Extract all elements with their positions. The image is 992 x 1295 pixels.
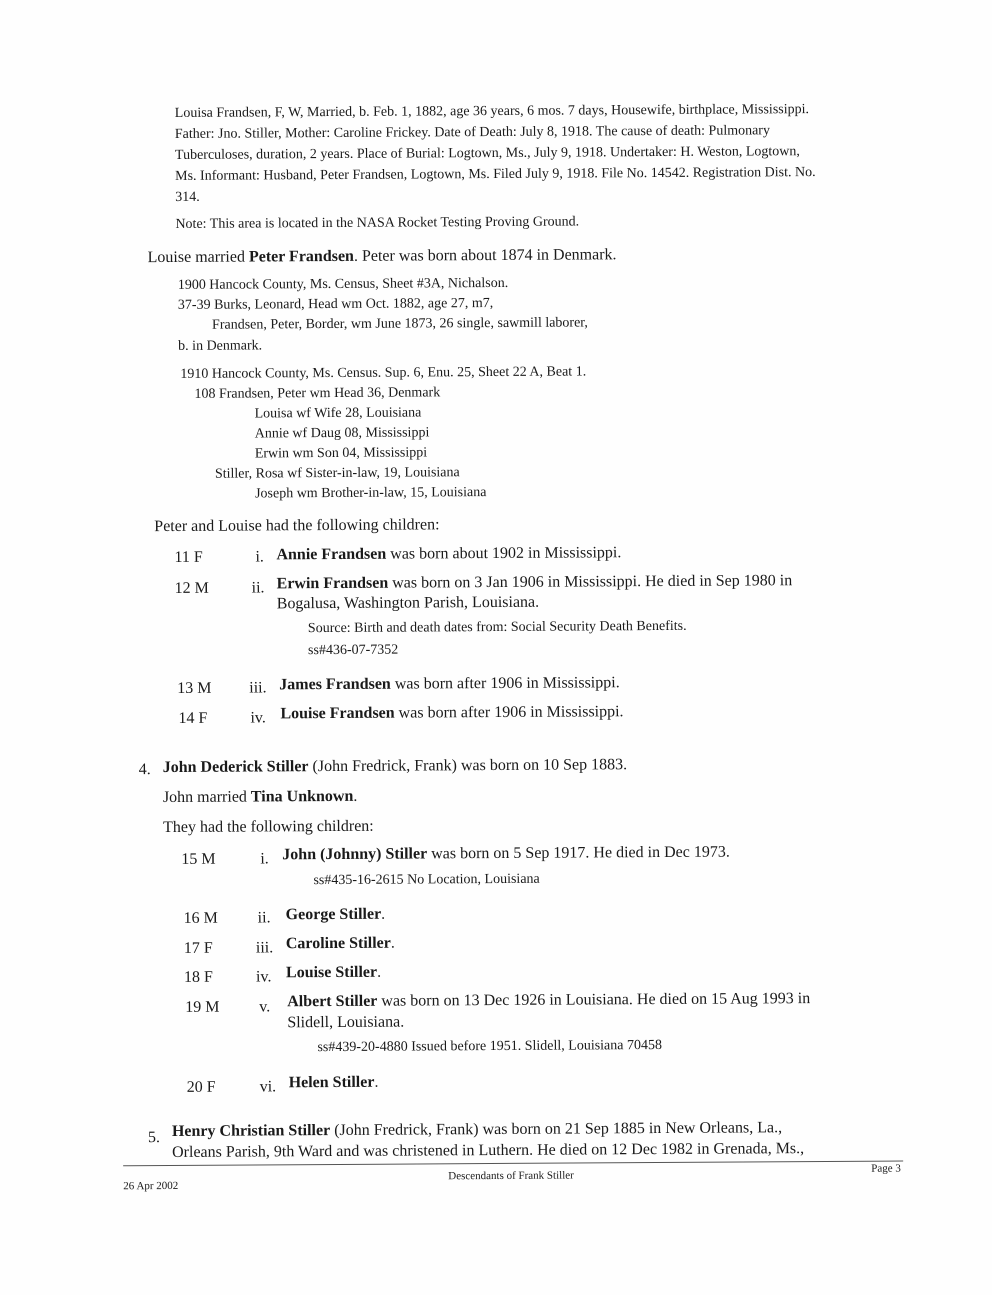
- person-name: Henry Christian Stiller: [171, 1122, 331, 1140]
- john-children-intro: They had the following children:: [163, 817, 374, 837]
- census-1910-line-6: Joseph wm Brother-in-law, 15, Louisiana: [255, 485, 487, 502]
- child-number: 18 F: [183, 968, 213, 986]
- spouse-name: Peter Frandsen: [248, 247, 354, 266]
- child-number: 11 F: [174, 548, 203, 566]
- source-line-2: ss#436-07-7352: [307, 642, 399, 659]
- child-name: Helen Stiller: [288, 1073, 375, 1092]
- child-number: 17 F: [183, 939, 213, 957]
- child-details: was born after 1906 in Mississippi.: [390, 674, 620, 693]
- child-name: James Frandsen: [279, 675, 391, 694]
- marriage-prefix: John married: [162, 788, 251, 807]
- child-entry: [279, 675, 620, 693]
- child-roman: v.: [259, 998, 271, 1016]
- child-details: .: [390, 934, 395, 952]
- census-1910-line-4: Erwin wm Son 04, Mississippi: [254, 445, 428, 462]
- child-roman: vi.: [259, 1078, 277, 1096]
- record-line-5: 314.: [175, 189, 200, 205]
- child-number: 20 F: [186, 1078, 216, 1096]
- child-roman: i.: [255, 548, 264, 566]
- child-name: Caroline Stiller: [285, 934, 391, 953]
- child-details-cont: Bogalusa, Washington Parish, Louisiana.: [276, 593, 540, 613]
- child-details: .: [377, 963, 382, 981]
- census-1910-line-3: Annie wf Daug 08, Mississippi: [254, 425, 430, 442]
- footer-divider: [123, 1161, 903, 1167]
- child-entry: [282, 845, 730, 864]
- child-details: .: [374, 1073, 379, 1091]
- person-details: (John Fredrick, Frank) was born on 10 Sep 1883.: [308, 756, 628, 776]
- child-roman: i.: [260, 850, 269, 868]
- child-details: .: [381, 905, 386, 923]
- child-name: Erwin Frandsen: [276, 574, 389, 593]
- child-number: 16 M: [183, 909, 218, 927]
- child-details: was born on 5 Sep 1917. He died in Dec 1973.: [427, 843, 730, 863]
- henry-heading: [172, 1120, 782, 1140]
- spouse-name: Tina Unknown: [250, 787, 354, 806]
- child-details: was born on 3 Jan 1906 in Mississippi. He died in Sep 1980 in: [388, 572, 793, 592]
- child-name: Louise Stiller: [285, 963, 378, 982]
- footer-title: Descendants of Frank Stiller: [448, 1169, 574, 1183]
- child-number: 15 M: [181, 850, 216, 868]
- child-number: 12 M: [174, 579, 209, 597]
- child-entry: [277, 573, 793, 592]
- footer-page: Page 3: [871, 1162, 901, 1175]
- census-1900-line-1: 37-39 Burks, Leonard, Head wm Oct. 1882, age 27, m7,: [177, 296, 494, 313]
- john-heading: [163, 757, 627, 776]
- child-name: Louise Frandsen: [280, 704, 395, 723]
- footer-date: 26 Apr 2002: [123, 1179, 179, 1193]
- child-entry: [286, 907, 386, 924]
- marriage-suffix: .: [353, 787, 358, 805]
- child-details: was born on 13 Dec 1926 in Louisiana. He died on 15 Aug 1993 in: [377, 990, 811, 1010]
- record-line-2: Father: Jno. Stiller, Mother: Caroline Frickey. Date of Death: July 8, 1918. The cause of death: Pulmonary: [174, 123, 770, 142]
- record-line-3: Tuberculoses, duration, 2 years. Place of Burial: Logtown, Ms., July 9, 1918. Undertaker: H. Weston, Logtown,: [174, 144, 800, 163]
- child-number: 13 M: [177, 679, 212, 697]
- child-note: ss#439-20-4880 Issued before 1951. Slidell, Louisiana 70458: [317, 1037, 663, 1056]
- person-name: John Dederick Stiller: [162, 758, 309, 777]
- census-1900-line-3: b. in Denmark.: [178, 338, 263, 354]
- person-details: (John Fredrick, Frank) was born on 21 Sep 1885 in New Orleans, La.,: [330, 1119, 783, 1140]
- record-line-4: Ms. Informant: Husband, Peter Frandsen, Logtown, Ms. Filed July 9, 1918. File No. 14542. Registration Dist. No.: [175, 165, 816, 184]
- child-details: was born about 1902 in Mississippi.: [386, 544, 622, 563]
- record-note: Note: This area is located in the NASA Rocket Testing Proving Ground.: [175, 214, 580, 232]
- henry-details-cont: Orleans Parish, 9th Ward and was christened in Luthern. He died on 12 Dec 1982 in Grenada, Ms.,: [172, 1140, 805, 1161]
- census-1900-title: 1900 Hancock County, Ms. Census, Sheet #3A, Nichalson.: [177, 275, 509, 293]
- child-entry: [286, 936, 395, 953]
- child-entry: [280, 704, 623, 722]
- entry-number: 5.: [147, 1129, 161, 1147]
- census-1910-line-2: Louisa wf Wife 28, Louisiana: [254, 405, 422, 422]
- child-details: was born after 1906 in Mississippi.: [394, 703, 624, 722]
- census-1900-line-2: Frandsen, Peter, Border, wm June 1873, 26 single, sawmill laborer,: [211, 315, 588, 333]
- child-details-cont: Slidell, Louisiana.: [287, 1013, 405, 1032]
- census-1910-line-1: 108 Frandsen, Peter wm Head 36, Denmark: [194, 385, 441, 402]
- peter-children-intro: Peter and Louise had the following children:: [154, 516, 440, 536]
- john-marriage: [163, 789, 358, 806]
- child-name: George Stiller: [285, 905, 382, 924]
- child-roman: ii.: [251, 579, 265, 597]
- child-roman: ii.: [257, 909, 271, 927]
- child-entry: [276, 545, 621, 563]
- child-roman: iii.: [255, 939, 274, 957]
- child-name: Annie Frandsen: [276, 545, 387, 564]
- child-roman: iv.: [255, 968, 272, 986]
- child-name: Albert Stiller: [287, 992, 378, 1011]
- record-line-1: Louisa Frandsen, F, W, Married, b. Feb. 1, 1882, age 36 years, 6 mos. 7 days, Housewife, birthplace, Mississippi.: [174, 102, 810, 121]
- child-roman: iii.: [249, 679, 267, 697]
- census-1910-line-5: Stiller, Rosa wf Sister-in-law, 19, Louisiana: [214, 465, 460, 482]
- louise-marriage: [148, 247, 617, 266]
- marriage-prefix: Louise married: [147, 248, 249, 267]
- child-entry: [289, 1075, 379, 1092]
- census-1910-title: 1910 Hancock County, Ms. Census. Sup. 6, Enu. 25, Sheet 22 A, Beat 1.: [180, 364, 587, 382]
- child-number: 19 M: [185, 998, 220, 1016]
- child-entry: [286, 965, 381, 982]
- child-entry: [287, 991, 810, 1010]
- child-name: John (Johnny) Stiller: [282, 845, 428, 864]
- child-note: ss#435-16-2615 No Location, Louisiana: [313, 871, 540, 889]
- source-line-1: Source: Birth and death dates from: Social Security Death Benefits.: [307, 618, 687, 637]
- entry-number: 4.: [138, 761, 151, 779]
- child-number: 14 F: [178, 709, 208, 727]
- marriage-suffix: . Peter was born about 1874 in Denmark.: [353, 246, 617, 265]
- child-roman: iv.: [250, 709, 266, 727]
